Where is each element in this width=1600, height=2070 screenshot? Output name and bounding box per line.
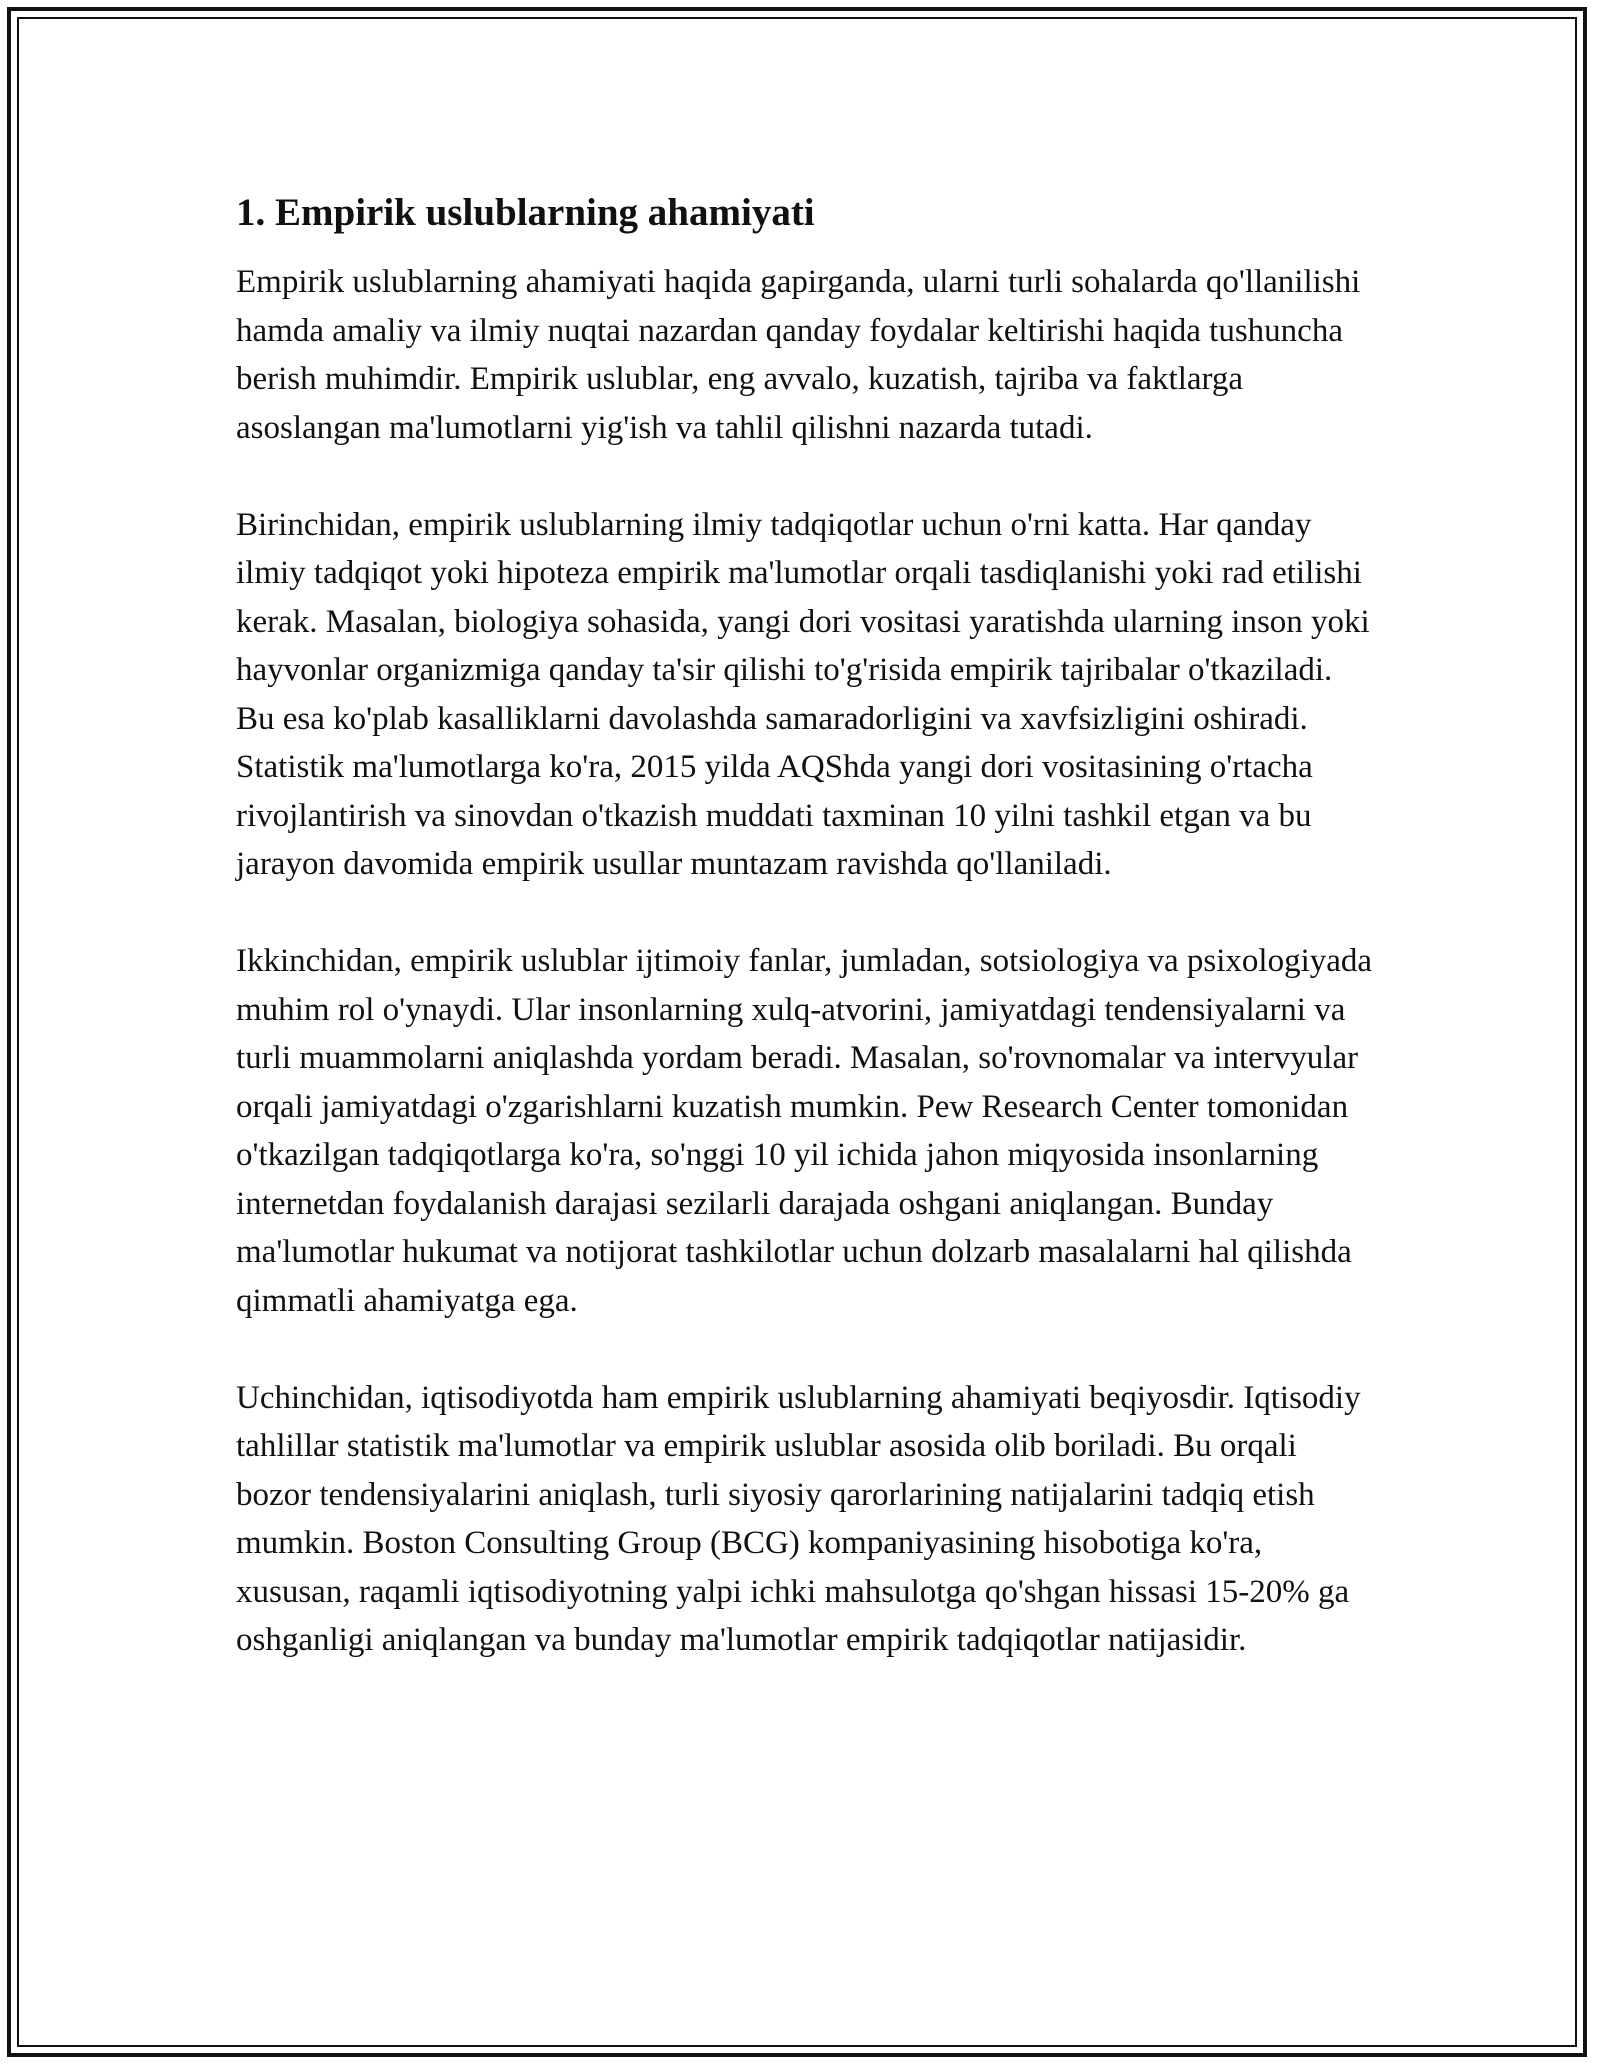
section-heading: 1. Empirik uslublarning ahamiyati — [236, 191, 815, 234]
document-body — [236, 188, 1376, 1713]
paragraph-third: Uchinchidan, iqtisodiyotda ham empirik uslublarning ahamiyati beqiyosdir. Iqtisodiy tahlillar statistik ma'lumotlar va empirik uslublar asosida olib boriladi. Bu orqali bozor tendensiyalarini aniqlash, turli siyosiy qarorlarining natijalarini tadqiq etish mumkin. Boston Consulting Group (BCG) kompaniyasining hisobotiga ko'ra, xususan, raqamli iqtisodiyotning yalpi ichki mahsulotga qo'shgan hissasi 15-20% ga oshganligi aniqlangan va bunday ma'lumotlar empirik tadqiqotlar natijasidir. — [236, 1379, 1361, 1658]
paragraph-intro: Empirik uslublarning ahamiyati haqida gapirganda, ularni turli sohalarda qo'llanilishi hamda amaliy va ilmiy nuqtai nazardan qanday foydalar keltirishi haqida tushuncha berish muhimdir. Empirik uslublar, eng avvalo, kuzatish, tajriba va faktlarga asoslangan ma'lumotlarni yig'ish va tahlil qilishni nazarda tutadi. — [236, 264, 1361, 446]
paragraph-first: Birinchidan, empirik uslublarning ilmiy tadqiqotlar uchun o'rni katta. Har qanday ilmiy tadqiqot yoki hipoteza empirik ma'lumotlar orqali tasdiqlanishi yoki rad etilishi kerak. Masalan, biologiya sohasida, yangi dori vositasi yaratishda ularning inson yoki hayvonlar organizmiga qanday ta'sir qilishi to'g'risida empirik tajribalar o'tkaziladi. Bu esa ko'plab kasalliklarni davolashda samaradorligini va xavfsizligini oshiradi. Statistik ma'lumotlarga ko'ra, 2015 yilda AQShda yangi dori vositasining o'rtacha rivojlantirish va sinovdan o'tkazish muddati taxminan 10 yilni tashkil etgan va bu jarayon davomida empirik usullar muntazam ravishda qo'llaniladi. — [236, 506, 1370, 882]
paragraph-second: Ikkinchidan, empirik uslublar ijtimoiy fanlar, jumladan, sotsiologiya va psixologiyada muhim rol o'ynaydi. Ular insonlarning xulq-atvorini, jamiyatdagi tendensiyalarni va turli muammolarni aniqlashda yordam beradi. Masalan, so'rovnomalar va intervyular orqali jamiyatdagi o'zgarishlarni kuzatish mumkin. Pew Research Center tomonidan o'tkazilgan tadqiqotlarga ko'ra, so'nggi 10 yil ichida jahon miqyosida insonlarning internetdan foydalanish darajasi sezilarli darajada oshgani aniqlangan. Bunday ma'lumotlar hukumat va notijorat tashkilotlar uchun dolzarb masalalarni hal qilishda qimmatli ahamiyatga ega. — [236, 943, 1373, 1319]
